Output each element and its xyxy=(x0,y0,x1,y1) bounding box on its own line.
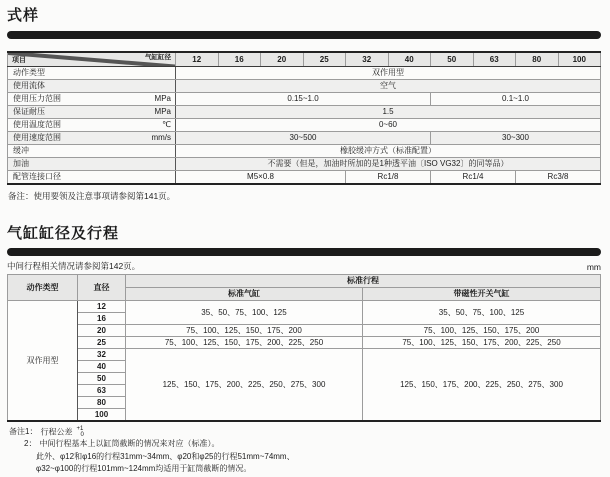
tolerance-upper: +1 xyxy=(76,425,84,432)
stroke-header-standard-stroke: 标准行程 xyxy=(126,275,601,288)
spec-row xyxy=(8,171,601,184)
section2-title: 气缸缸径及行程 xyxy=(7,224,120,242)
stroke-switch-cell: 75、100、125、150、175、200、225、250 xyxy=(363,337,601,349)
stroke-note-2-cont xyxy=(9,463,597,475)
spec-label-text: 动作类型 xyxy=(13,68,45,78)
stroke-standard-cell: 35、50、75、100、125 xyxy=(126,301,363,325)
spec-row-label xyxy=(8,80,176,93)
stroke-diameter-cell: 100 xyxy=(78,409,126,421)
section-divider-bar xyxy=(7,31,601,39)
spec-corner-cell xyxy=(8,52,176,67)
stroke-notes xyxy=(9,426,597,476)
stroke-row xyxy=(8,349,601,361)
stroke-switch-cell: 75、100、125、150、175、200 xyxy=(363,325,601,337)
stroke-intro-note: 中间行程相关情况请参阅第142页。 xyxy=(7,261,141,271)
spec-bore-header: 25 xyxy=(303,52,346,67)
spec-row xyxy=(8,93,601,106)
section-divider-bar xyxy=(7,248,601,256)
stroke-note-2 xyxy=(9,438,597,450)
spec-row-label xyxy=(8,106,176,119)
spec-header-row xyxy=(8,52,601,67)
unit-label: mm xyxy=(586,262,601,272)
stroke-diameter-cell: 32 xyxy=(78,349,126,361)
spec-value-cell: 30~500 xyxy=(176,132,431,145)
spec-label-text: 保证耐压 xyxy=(13,107,45,117)
stroke-switch-cell: 125、150、175、200、225、250、275、300 xyxy=(363,349,601,421)
spec-label-text: 使用流体 xyxy=(13,81,45,91)
spec-value-cell: 双作用型 xyxy=(176,67,601,80)
spec-bore-header: 20 xyxy=(261,52,304,67)
spec-row xyxy=(8,67,601,80)
spec-row xyxy=(8,132,601,145)
spec-value-cell: 0.15~1.0 xyxy=(176,93,431,106)
spec-row-label xyxy=(8,158,176,171)
stroke-header-row1 xyxy=(8,275,601,288)
spec-unit-text: MPa xyxy=(154,94,171,104)
spec-corner-bore-label: 气缸缸径 xyxy=(145,53,171,61)
spec-row xyxy=(8,106,601,119)
spec-value-cell: 1.5 xyxy=(176,106,601,119)
spec-row-label xyxy=(8,171,176,184)
stroke-standard-cell: 125、150、175、200、225、250、275、300 xyxy=(126,349,363,421)
spec-value-cell: M5×0.8 xyxy=(176,171,346,184)
stroke-note-1 xyxy=(9,426,597,439)
stroke-header-switch-cylinder: 带磁性开关气缸 xyxy=(363,288,601,301)
spec-bore-header: 100 xyxy=(558,52,601,67)
spec-bore-header: 12 xyxy=(176,52,219,67)
stroke-diameter-cell: 12 xyxy=(78,301,126,313)
spec-value-cell: 橡胶缓冲方式（标准配置） xyxy=(176,145,601,158)
spec-row-label xyxy=(8,145,176,158)
spec-label-text: 使用压力范围 xyxy=(13,94,61,104)
spec-label-text: 使用温度范围 xyxy=(13,120,61,130)
spec-value-cell: Rc3/8 xyxy=(516,171,601,184)
spec-value-cell: 30~300 xyxy=(431,132,601,145)
note2-line1: 中间行程基本上以缸筒截断的情况来对应（标准）。 xyxy=(39,439,220,449)
stroke-row xyxy=(8,337,601,349)
stroke-tolerance xyxy=(76,426,83,439)
spec-row xyxy=(8,119,601,132)
spec-value-cell: 不需要（但是，加油时所加的是1种透平油〔ISO VG32〕的同等品） xyxy=(176,158,601,171)
spec-row-label xyxy=(8,67,176,80)
spec-bore-header: 50 xyxy=(431,52,474,67)
spec-value-cell: Rc1/8 xyxy=(346,171,431,184)
stroke-header-diameter: 直径 xyxy=(78,275,126,301)
spec-value-cell: 空气 xyxy=(176,80,601,93)
stroke-note-2-cont xyxy=(9,451,597,463)
spec-unit-text: MPa xyxy=(154,107,171,117)
spec-bore-header: 32 xyxy=(346,52,389,67)
stroke-diameter-cell: 63 xyxy=(78,385,126,397)
stroke-row xyxy=(8,301,601,313)
spec-table-note: 备注：使用要领及注意事项请参阅第141页。 xyxy=(8,190,176,201)
spec-corner-item-label: 项目 xyxy=(12,56,26,64)
stroke-diameter-cell: 25 xyxy=(78,337,126,349)
note1-text: 行程公差 xyxy=(40,426,73,436)
section1-title: 式样 xyxy=(7,7,40,24)
spec-bore-header: 16 xyxy=(218,52,261,67)
spec-unit-text: ℃ xyxy=(162,120,171,130)
stroke-subnote-row xyxy=(7,260,601,272)
spec-bore-header: 40 xyxy=(388,52,431,67)
note2-label: 2： xyxy=(24,439,37,449)
spec-label-text: 加油 xyxy=(13,159,29,169)
stroke-diameter-cell: 20 xyxy=(78,325,126,337)
spec-value-cell: 0~60 xyxy=(176,119,601,132)
spec-row xyxy=(8,145,601,158)
stroke-switch-cell: 35、50、75、100、125 xyxy=(363,301,601,325)
stroke-row xyxy=(8,325,601,337)
note2-line2: 此外、φ12和φ16的行程31mm~34mm、φ20和φ25的行程51mm~74mm、 xyxy=(36,451,295,461)
spec-table xyxy=(7,51,601,185)
tolerance-lower: 0 xyxy=(80,431,84,438)
spec-bore-header: 80 xyxy=(516,52,559,67)
note2-line3: φ32~φ100的行程101mm~124mm均适用于缸筒截断的情况。 xyxy=(36,464,252,474)
spec-row xyxy=(8,158,601,171)
stroke-header-standard-cylinder: 标准气缸 xyxy=(126,288,363,301)
spec-label-text: 缓冲 xyxy=(13,146,29,156)
spec-label-text: 配管连接口径 xyxy=(13,172,61,182)
stroke-diameter-cell: 16 xyxy=(78,313,126,325)
stroke-diameter-cell: 50 xyxy=(78,373,126,385)
spec-row-label xyxy=(8,93,176,106)
stroke-standard-cell: 75、100、125、150、175、200、225、250 xyxy=(126,337,363,349)
spec-row-label xyxy=(8,132,176,145)
spec-row xyxy=(8,80,601,93)
stroke-diameter-cell: 80 xyxy=(78,397,126,409)
spec-value-cell: Rc1/4 xyxy=(431,171,516,184)
stroke-standard-cell: 75、100、125、150、175、200 xyxy=(126,325,363,337)
spec-row-label xyxy=(8,119,176,132)
stroke-header-action-type: 动作类型 xyxy=(8,275,78,301)
stroke-action-type-cell: 双作用型 xyxy=(8,301,78,421)
spec-value-cell: 0.1~1.0 xyxy=(431,93,601,106)
spec-unit-text: mm/s xyxy=(151,133,171,143)
spec-bore-header: 63 xyxy=(473,52,516,67)
stroke-diameter-cell: 40 xyxy=(78,361,126,373)
spec-label-text: 使用速度范围 xyxy=(13,133,61,143)
stroke-table xyxy=(7,274,601,422)
note1-label: 备注1： xyxy=(9,426,38,436)
